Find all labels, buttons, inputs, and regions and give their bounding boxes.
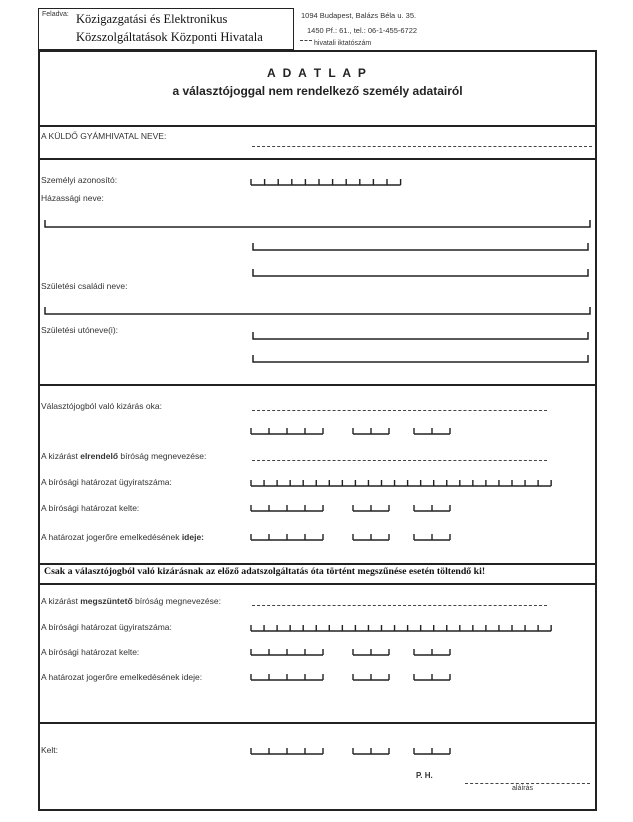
case-number-field[interactable] [250, 479, 560, 489]
termination-decision-date-field[interactable] [250, 648, 460, 658]
registry-number-label: hivatali iktatószám [314, 40, 372, 47]
address-line1: 1094 Budapest, Balázs Béla u. 35. [301, 11, 417, 20]
office-name-line1: Közigazgatási és Elektronikus [76, 12, 228, 26]
divider-3 [38, 384, 597, 386]
form-subtitle: a választójoggal nem rendelkező személy adatairól [172, 84, 463, 98]
termination-notice: Csak a választójogból való kizárásnak az előző adatszolgáltatás óta történt megszűnése esetén töltendő ki! [44, 566, 486, 577]
birth-family-name-label: Születési családi neve: [41, 281, 128, 291]
birth-given-names-label: Születési utóneve(i): [41, 325, 119, 335]
address-line2: 1450 Pf.: 61., tel.: 06-1-455-6722 [307, 26, 418, 35]
terminating-court-field[interactable] [252, 605, 547, 606]
registry-number-line[interactable] [300, 40, 312, 41]
exclusion-date-field[interactable] [250, 427, 460, 437]
signature-line[interactable] [465, 783, 590, 784]
finality-date-label: A határozat jogerőre emelkedésének ideje: [41, 532, 205, 542]
married-name-label: Házassági neve: [41, 193, 104, 203]
exclusion-reason-field[interactable] [252, 410, 547, 411]
termination-finality-date-label: A határozat jogerőre emelkedésének ideje: [41, 672, 203, 682]
birth-given-names-field-2[interactable] [248, 355, 593, 365]
birth-given-names-field-1[interactable] [248, 332, 593, 342]
divider-5 [38, 583, 597, 585]
decision-date-field[interactable] [250, 504, 460, 514]
divider-6 [38, 722, 597, 724]
finality-date-field[interactable] [250, 533, 460, 543]
guardianship-office-label: A KÜLDŐ GYÁMHIVATAL NEVE: [41, 131, 167, 141]
termination-case-number-label: A bírósági határozat ügyiratszáma: [41, 622, 172, 632]
form-title: A D A T L A P [267, 66, 368, 80]
stamp-label: P. H. [416, 771, 433, 780]
ordering-court-field[interactable] [252, 460, 547, 461]
place-date-label: Kelt: [41, 745, 59, 755]
terminating-court-label: A kizárást megszüntető bíróság megnevezése: [41, 596, 221, 606]
case-number-label: A bírósági határozat ügyiratszáma: [41, 477, 172, 487]
sender-label: Feladva: [42, 11, 69, 18]
place-date-field[interactable] [250, 747, 460, 757]
termination-decision-date-label: A bírósági határozat kelte: [41, 647, 140, 657]
exclusion-reason-label: Választójogból való kizárás oka: [41, 401, 162, 411]
personal-id-label: Személyi azonosító: [41, 175, 118, 185]
guardianship-office-field[interactable] [252, 146, 592, 147]
married-name-field-2[interactable] [248, 243, 593, 253]
ordering-court-label: A kizárást elrendelő bíróság megnevezése: [41, 451, 207, 461]
married-name-field-1[interactable] [40, 220, 595, 230]
decision-date-label: A bírósági határozat kelte: [41, 503, 140, 513]
personal-id-field[interactable] [250, 178, 410, 188]
married-name-field-3[interactable] [248, 269, 593, 279]
termination-case-number-field[interactable] [250, 624, 560, 634]
divider-4 [38, 563, 597, 565]
divider-2 [38, 158, 597, 160]
birth-family-name-field[interactable] [40, 307, 595, 317]
signature-label: aláírás [512, 785, 534, 792]
office-name-line2: Közszolgáltatások Központi Hivatala [76, 30, 263, 44]
divider-1 [38, 125, 597, 127]
termination-finality-date-field[interactable] [250, 673, 460, 683]
